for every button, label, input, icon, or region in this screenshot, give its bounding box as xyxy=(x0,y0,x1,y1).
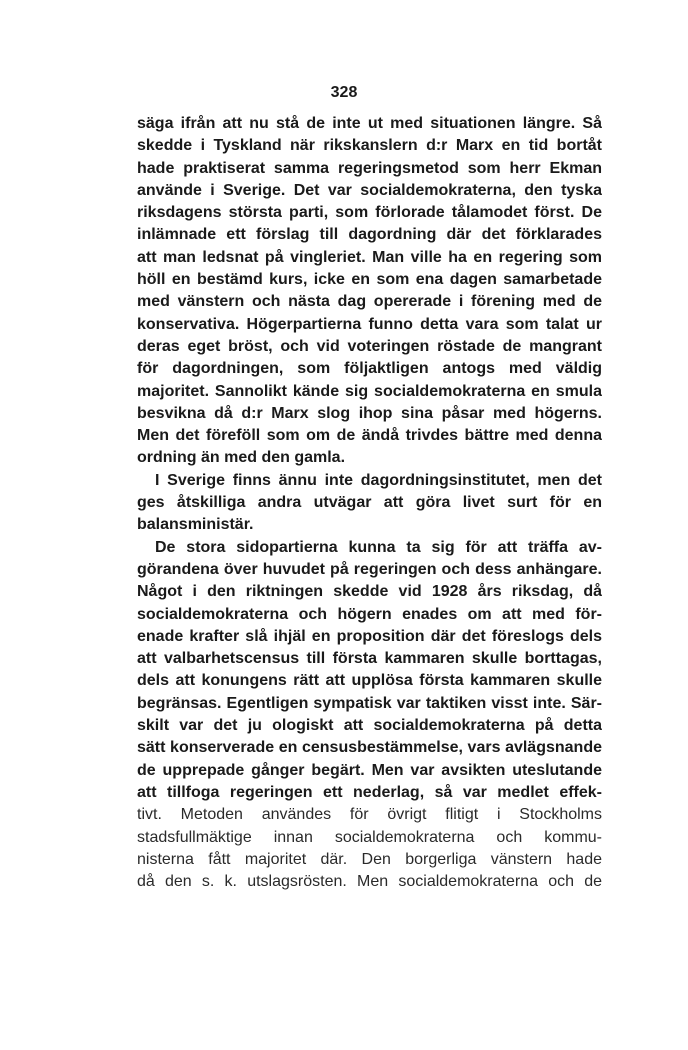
text-line: besvikna då d:r Marx slog ihop sina påsar med högerns. xyxy=(137,404,602,422)
text-line: Men det föreföll som om de ändå trivdes bättre med denna xyxy=(137,427,602,445)
text-line: I Sverige finns ännu inte dagordningsinstitutet, men det xyxy=(155,471,602,489)
body-text xyxy=(137,113,602,893)
text-line: deras eget bröst, och vid voteringen röstade de mangrant xyxy=(137,337,602,355)
text-line: nisterna fått majoritet där. Den borgerliga vänstern hade xyxy=(137,850,602,868)
text-line: sätt konserverade en censusbestämmelse, vars avlägsnande xyxy=(137,739,602,757)
text-line: konservativa. Högerpartierna funno detta vara som talat ur xyxy=(137,315,602,333)
text-line: använde i Sverige. Det var socialdemokraterna, den tyska xyxy=(137,181,602,199)
text-line: hade praktiserat samma regeringsmetod som herr Ekman xyxy=(137,159,602,177)
text-line: dels att konungens rätt att upplösa första kammaren skulle xyxy=(137,672,602,690)
text-line: majoritet. Sannolikt kände sig socialdemokraterna en smula xyxy=(137,382,602,400)
text-line: säga ifrån att nu stå de inte ut med situationen längre. Så xyxy=(137,115,602,132)
text-line: skilt var det ju ologiskt att socialdemokraterna på detta xyxy=(137,717,602,735)
text-line: höll en bestämd kurs, icke en som ena dagen samarbetade xyxy=(137,271,602,289)
text-line: då den s. k. utslagsrösten. Men socialdemokraterna och de xyxy=(137,873,602,891)
text-line: för dagordningen, som följaktligen antogs med väldig xyxy=(137,360,602,378)
text-line: med vänstern och nästa dag opererade i förening med de xyxy=(137,293,602,311)
text-line: ges åtskilliga andra utvägar att göra livet surt för en xyxy=(137,494,602,512)
text-line: begränsas. Egentligen sympatisk var taktiken visst inte. Sär- xyxy=(137,694,602,712)
text-line: balansministär. xyxy=(137,516,254,534)
text-line: enade krafter slå ihjäl en proposition där det föreslogs dels xyxy=(137,627,602,645)
page-number: 328 xyxy=(330,84,358,101)
text-line: görandena över huvudet på regeringen och dess anhängare. xyxy=(137,560,602,578)
text-line: Något i den riktningen skedde vid 1928 års riksdag, då xyxy=(137,583,602,601)
text-line: att valbarhetscensus till första kammaren skulle borttagas, xyxy=(137,650,602,668)
text-line: tivt. Metoden användes för övrigt flitigt i Stockholms xyxy=(137,806,602,824)
text-line: att man ledsnat på vingleriet. Man ville ha en regering som xyxy=(137,248,602,266)
text-line: att tillfoga regeringen ett nederlag, så var medlet effek- xyxy=(137,783,602,801)
text-line: stadsfullmäktige innan socialdemokraterna och kommu- xyxy=(137,828,602,846)
text-line: inlämnade ett förslag till dagordning där det förklarades xyxy=(137,226,602,244)
text-line: De stora sidopartierna kunna ta sig för att träffa av- xyxy=(155,538,602,556)
text-line: socialdemokraterna och högern enades om att med för- xyxy=(137,605,602,623)
text-line: skedde i Tyskland när rikskanslern d:r Marx en tid bortåt xyxy=(137,137,602,155)
text-line: ordning än med den gamla. xyxy=(137,449,346,467)
text-line: de upprepade gånger begärt. Men var avsikten uteslutande xyxy=(137,761,602,779)
text-line: riksdagens största parti, som förlorade tålamodet först. De xyxy=(137,204,602,222)
